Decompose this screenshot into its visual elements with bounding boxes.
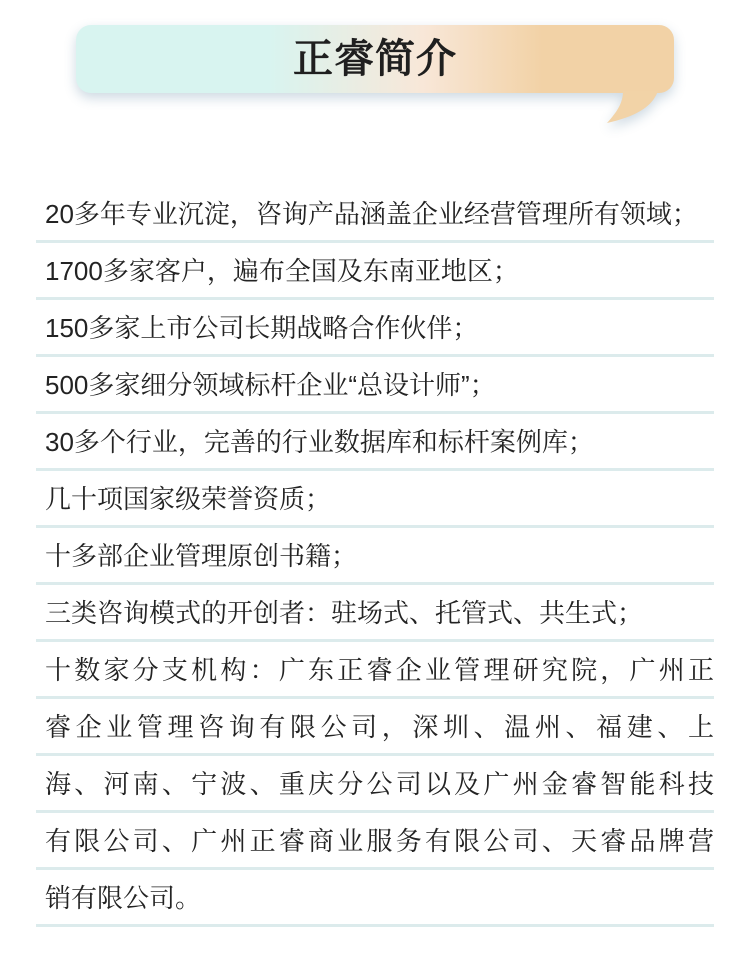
- text-line: 20多年专业沉淀，咨询产品涵盖企业经营管理所有领域；: [36, 186, 714, 243]
- text-line: 1700多家客户，遍布全国及东南亚地区；: [36, 243, 714, 300]
- speech-bubble-tail-icon: [604, 91, 660, 124]
- text-line: 500多家细分领域标杆企业“总设计师”；: [36, 357, 714, 414]
- text-line: 十数家分支机构：广东正睿企业管理研究院，广州正: [36, 642, 714, 699]
- intro-text-list: [36, 186, 714, 927]
- text-line: 睿企业管理咨询有限公司，深圳、温州、福建、上: [36, 699, 714, 756]
- text-line: 150多家上市公司长期战略合作伙伴；: [36, 300, 714, 357]
- text-line: 销有限公司。: [36, 870, 714, 927]
- text-line: 30多个行业，完善的行业数据库和标杆案例库；: [36, 414, 714, 471]
- text-line: 海、河南、宁波、重庆分公司以及广州金睿智能科技: [36, 756, 714, 813]
- page-title: 正睿简介: [293, 37, 457, 81]
- text-line: 有限公司、广州正睿商业服务有限公司、天睿品牌营: [36, 813, 714, 870]
- text-line: 三类咨询模式的开创者：驻场式、托管式、共生式；: [36, 585, 714, 642]
- title-banner-pill: [76, 25, 674, 93]
- text-line: 几十项国家级荣誉资质；: [36, 471, 714, 528]
- title-banner: [0, 0, 750, 122]
- text-line: 十多部企业管理原创书籍；: [36, 528, 714, 585]
